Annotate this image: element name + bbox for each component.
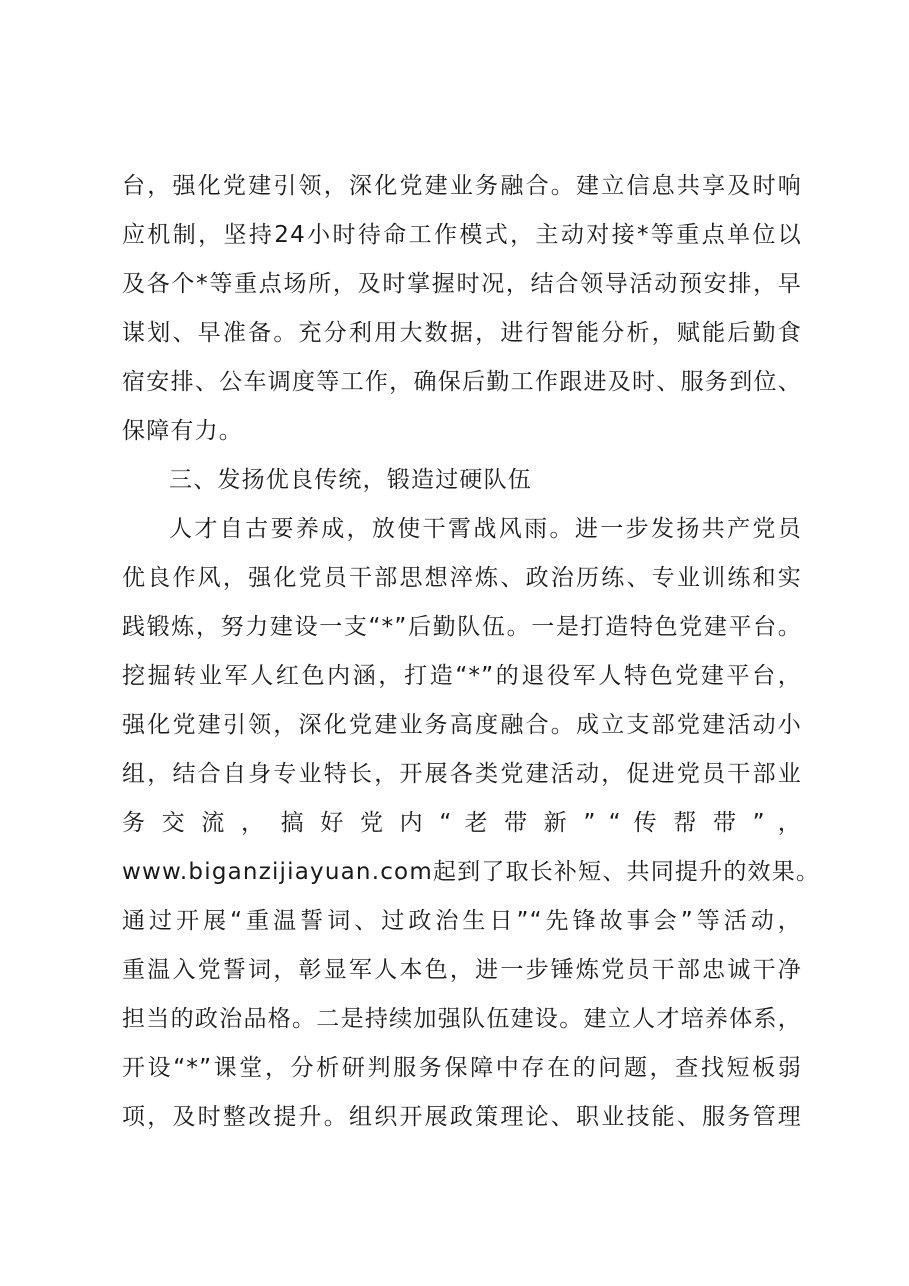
body-line-8: 人才自古要养成，放使干霄战风雨。进一步发扬共产党员: [169, 516, 802, 542]
body-line-19: 开设“*”课堂，分析研判服务保障中存在的问题，查找短板弱: [122, 1055, 802, 1081]
body-line-2: 应机制，坚持24小时待命工作模式，主动对接*等重点单位以: [122, 222, 802, 248]
body-line-14: 务 交 流 ， 搞 好 党 内 “ 老 带 新 ” “ 传 帮 带 ” ，: [122, 810, 802, 836]
body-line-15: www.biganzijiayuan.com起到了取长补短、共同提升的效果。: [122, 859, 821, 885]
body-line-18: 担当的政治品格。二是持续加强队伍建设。建立人才培养体系，: [122, 1006, 802, 1032]
body-line-1: 台，强化党建引领，深化党建业务融合。建立信息共享及时响: [122, 173, 802, 199]
body-line-5: 宿安排、公车调度等工作，确保后勤工作跟进及时、服务到位、: [122, 369, 802, 395]
body-line-12: 强化党建引领，深化党建业务高度融合。成立支部党建活动小: [122, 712, 802, 738]
section-heading: 三、发扬优良传统，锻造过硬队伍: [169, 467, 532, 493]
body-line-4: 谋划、早准备。充分利用大数据，进行智能分析，赋能后勤食: [122, 320, 802, 346]
body-line-11: 挖掘转业军人红色内涵，打造“*”的退役军人特色党建平台，: [122, 663, 802, 689]
body-line-16: 通过开展“重温誓词、过政治生日”“先锋故事会”等活动，: [122, 908, 802, 934]
body-line-3: 及各个*等重点场所，及时掌握时况，结合领导活动预安排，早: [122, 271, 802, 297]
body-line-13: 组，结合自身专业特长，开展各类党建活动，促进党员干部业: [122, 761, 802, 787]
body-line-9: 优良作风，强化党员干部思想淬炼、政治历练、专业训练和实: [122, 565, 802, 591]
body-line-6: 保障有力。: [122, 418, 243, 444]
body-line-20: 项，及时整改提升。组织开展政策理论、职业技能、服务管理: [122, 1104, 802, 1130]
body-line-10: 践锻炼，努力建设一支“*”后勤队伍。一是打造特色党建平台。: [122, 614, 802, 640]
body-line-17: 重温入党誓词，彰显军人本色，进一步锤炼党员干部忠诚干净: [122, 957, 802, 983]
